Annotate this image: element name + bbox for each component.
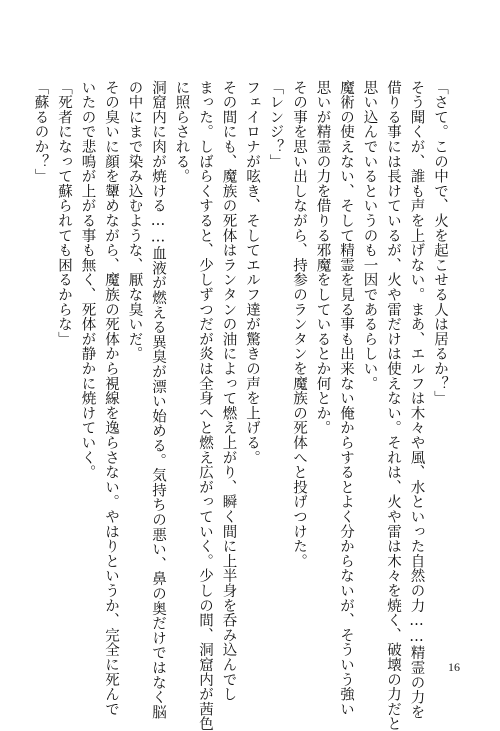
page-number: 16 [448,660,460,674]
text-line-14: の中にまで染み込むような、厭な臭いだ。 [126,80,143,362]
text-line-1: 「さて。この中で、火を起こせる人は居るか？」 [432,80,448,406]
text-line-5: 魔術の使えない、そして精霊を見る事も出来ない俺からするとよく分からないが、そういう強い [338,80,354,717]
text-line-16: いたので悲鳴が上がる事も無く、死体が静かに焼けていく。 [79,80,96,480]
text-line-13: 洞窟内に肉が焼ける……血液が燃える異臭が漂い始める。気持ちの悪い、鼻の奥だけではなく脳 [150,80,166,720]
text-line-2: そう聞くが、誰も声を上げない。まあ、エルフは木々や風、水といった自然の力……精霊の力を [408,80,425,720]
text-line-3: 借りる事には長けているが、火や雷だけは使えない。それは、火や雷は木々を焼く、破壊の力だと [385,80,401,731]
text-line-11: まった。しばらくすると、少しずつだが炎は全身へと燃え広がっていく。少しの間、洞窟内が茜色 [197,80,213,731]
text-line-15: その臭いに顔を顰めながら、魔族の死体から視線を逸らさない。やはりというか、完全に死んで [103,80,119,717]
text-line-17: 「死者になって蘇られても困るからな」 [56,80,72,347]
vertical-text-body [32,80,451,731]
text-line-7: その事を思い出しながら、持参のランタンを魔族の死体へと投げつけた。 [291,80,307,569]
text-line-8: 「レンジ？」 [267,80,284,169]
text-line-10: その間にも、魔族の死体はランタンの油によって燃え上がり、瞬く間に上半身を呑み込んでし [220,80,237,702]
text-line-12: に照らされる。 [173,80,190,184]
text-line-9: フェイロナが呟き、そしてエルフ達が驚きの声を上げる。 [244,80,260,465]
text-line-4: 思い込んでいるというのも一因であるらしい。 [361,80,378,391]
text-line-6: 思いが精霊の力を借りる邪魔をしているとか何とか。 [314,80,331,436]
text-line-18: 「蘇るのか？」 [32,80,49,184]
